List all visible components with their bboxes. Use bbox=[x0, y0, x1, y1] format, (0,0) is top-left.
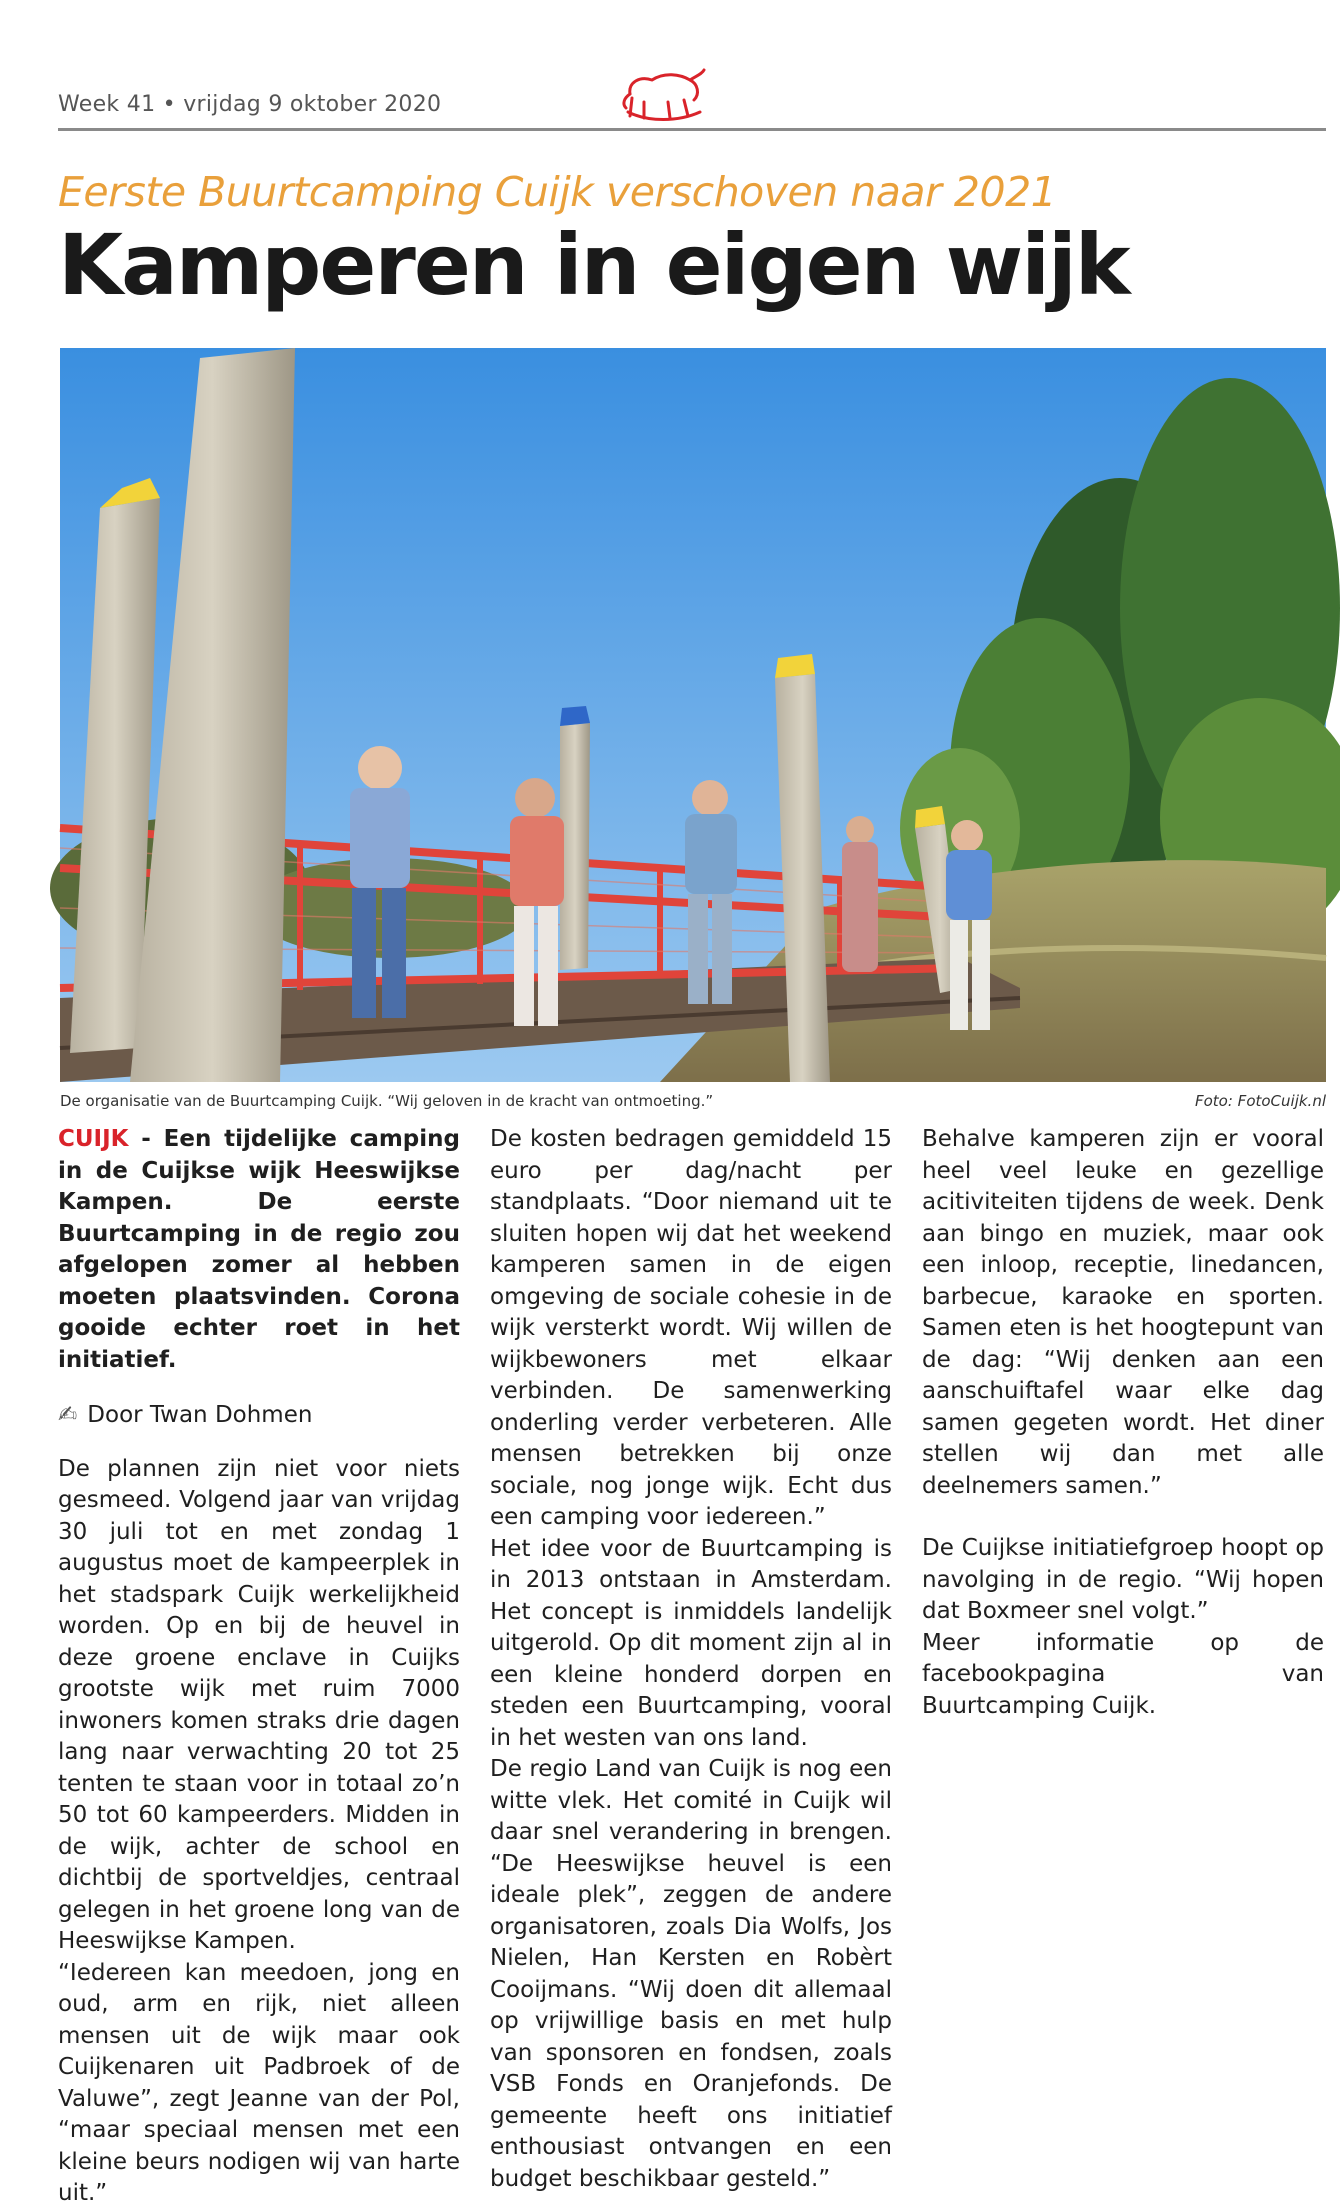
byline-text: Door Twan Dohmen bbox=[87, 1402, 313, 1428]
photo-credit: Foto: FotoCuijk.nl bbox=[1195, 1092, 1326, 1110]
lead-text: - Een tijdelijke camping in de Cuijkse wijk Heeswijkse Kampen. De eerste Buurtcamping in de regio zou afgelopen zomer al hebben moeten plaatsvinden. Corona gooide echter roet in het initiatief. bbox=[58, 1126, 460, 1373]
page-header bbox=[58, 92, 1326, 131]
article-column-3 bbox=[922, 1124, 1324, 1722]
photo-illustration bbox=[60, 348, 1326, 1082]
paragraph: “Iedereen kan meedoen, jong en oud, arm en rijk, niet alleen mensen uit de wijk maar ook Cuijkenaren uit Padbroek of de Valuwe”, zegt Jeanne van der Pol, “maar speciaal mensen met een kleine beurs nodigen wij van harte uit.” bbox=[58, 1959, 460, 2206]
bull-logo-icon bbox=[618, 64, 708, 126]
pen-icon: ✍ bbox=[58, 1402, 78, 1428]
article-kicker: Eerste Buurtcamping Cuijk verschoven naar 2021 bbox=[58, 168, 1057, 216]
paragraph: De plannen zijn niet voor niets gesmeed. Volgend jaar van vrijdag 30 juli tot en met zondag 1 augustus moet de kampeerplek in het stadspark Cuijk werkelijkheid worden. Op en bij de heuvel in deze groene enclave in Cuijks grootste wijk met ruim 7000 inwoners komen straks drie dagen lang naar verwachting 20 tot 25 tenten te staan voor in totaal zo’n 50 tot 60 kampeerders. Midden in de wijk, achter de school en dichtbij de sportveldjes, centraal gelegen in het groene long van de Heeswijkse Kampen. bbox=[58, 1455, 460, 1954]
paragraph: De Cuijkse initiatiefgroep hoopt op navolging in de regio. “Wij hopen dat Boxmeer snel volgt.” bbox=[922, 1535, 1324, 1624]
article-column-2 bbox=[490, 1124, 892, 2192]
dateline-place: CUIJK bbox=[58, 1126, 129, 1152]
article-column-1 bbox=[58, 1124, 460, 2206]
article-photo bbox=[60, 348, 1326, 1082]
paragraph: Meer informatie op de facebookpagina van Buurtcamping Cuijk. bbox=[922, 1629, 1324, 1719]
byline bbox=[58, 1400, 460, 1432]
paragraph: Behalve kamperen zijn er vooral heel veel leuke en gezellige acitiviteiten tijdens de week. Denk aan bingo en muziek, maar ook een inloop, receptie, linedancen, barbecue, karaoke en sporten. Samen eten is het hoogtepunt van de dag: “Wij denken aan een aanschuiftafel waar elke dag samen gegeten wordt. Het diner stellen wij dan met alle deelnemers samen.” bbox=[922, 1126, 1324, 1499]
paragraph: De regio Land van Cuijk is nog een witte vlek. Het comité in Cuijk wil daar snel verandering in brengen. “De Heeswijkse heuvel is een ideale plek”, zeggen de andere organisatoren, zoals Dia Wolfs, Jos Nielen, Han Kersten en Robèrt Cooijmans. “Wij doen dit allemaal op vrijwillige basis en met hulp van sponsoren en fondsen, zoals VSB Fonds en Oranjefonds. De gemeente heeft ons initiatief enthousiast ontvangen en een budget beschikbaar gesteld.” bbox=[490, 1756, 892, 2192]
article-title: Kamperen in eigen wijk bbox=[58, 216, 1129, 314]
article-lead bbox=[58, 1124, 460, 1376]
issue-date: Week 41 • vrijdag 9 oktober 2020 bbox=[58, 92, 442, 117]
photo-caption: De organisatie van de Buurtcamping Cuijk. “Wij geloven in de kracht van ontmoeting.” bbox=[60, 1092, 714, 1110]
paragraph: De kosten bedragen gemiddeld 15 euro per dag/nacht per standplaats. “Door niemand uit te sluiten hopen wij dat het weekend kamperen samen in de eigen omgeving de sociale cohesie in de wijk versterkt wordt. Wij willen de wijkbewoners met elkaar verbinden. De samenwerking onderling verder verbeteren. Alle mensen betrekken bij onze sociale, nog jonge wijk. Echt dus een camping voor iedereen.” bbox=[490, 1126, 892, 1530]
paragraph: Het idee voor de Buurtcamping is in 2013 ontstaan in Amsterdam. Het concept is inmiddels landelijk uitgerold. Op dit moment zijn al in een kleine honderd dorpen en steden een Buurtcamping, vooral in het westen van ons land. bbox=[490, 1535, 892, 1751]
